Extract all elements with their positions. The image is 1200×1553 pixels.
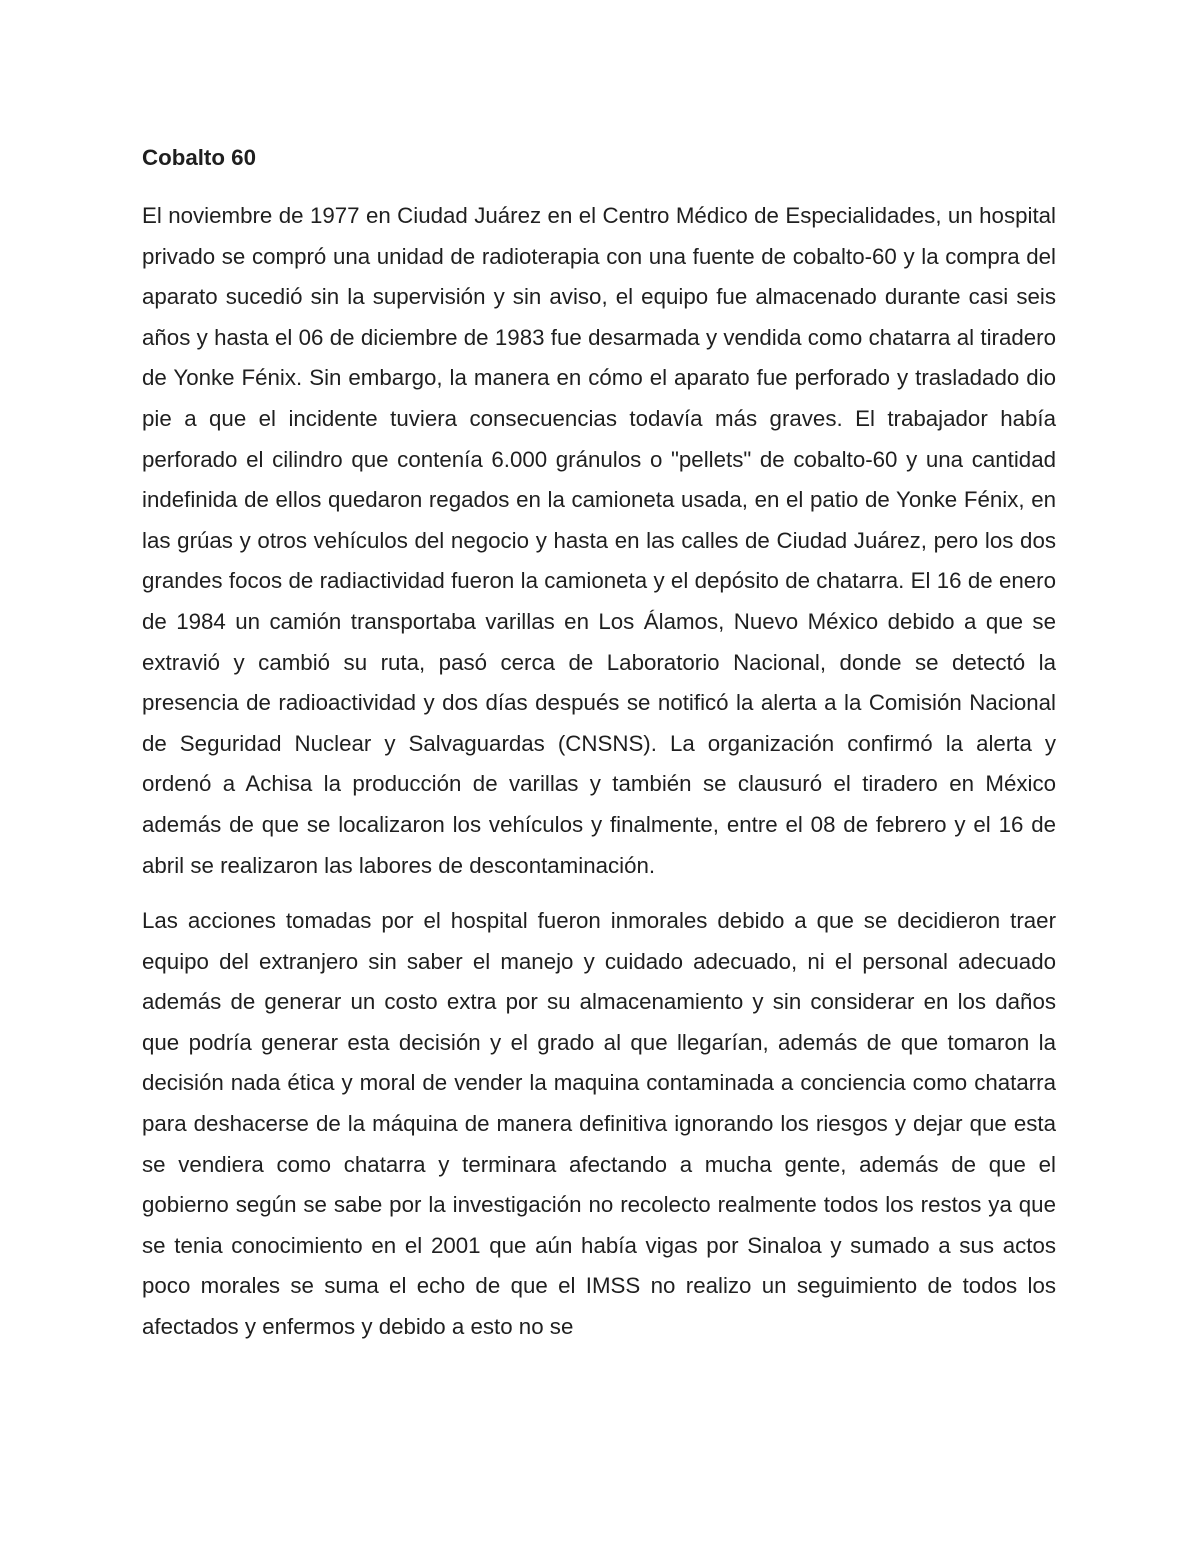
document-body xyxy=(142,140,1056,1348)
document-title: Cobalto 60 xyxy=(142,145,256,170)
paragraph-1: El noviembre de 1977 en Ciudad Juárez en el Centro Médico de Especialidades, un hospital privado se compró una unidad de radioterapia con una fuente de cobalto-60 y la compra del aparato sucedió sin la supervisión y sin aviso, el equipo fue almacenado durante casi seis años y hasta el 06 de diciembre de 1983 fue desarmada y vendida como chatarra al tiradero de Yonke Fénix. Sin embargo, la manera en cómo el aparato fue perforado y trasladado dio pie a que el incidente tuviera consecuencias todavía más graves. El trabajador había perforado el cilindro que contenía 6.000 gránulos o "pellets" de cobalto-60 y una cantidad indefinida de ellos quedaron regados en la camioneta usada, en el patio de Yonke Fénix, en las grúas y otros vehículos del negocio y hasta en las calles de Ciudad Juárez, pero los dos grandes focos de radiactividad fueron la camioneta y el depósito de chatarra. El 16 de enero de 1984 un camión transportaba varillas en Los Álamos, Nuevo México debido a que se extravió y cambió su ruta, pasó cerca de Laboratorio Nacional, donde se detectó la presencia de radioactividad y dos días después se notificó la alerta a la Comisión Nacional de Seguridad Nuclear y Salvaguardas (CNSNS). La organización confirmó la alerta y ordenó a Achisa la producción de varillas y también se clausuró el tiradero en México además de que se localizaron los vehículos y finalmente, entre el 08 de febrero y el 16 de abril se realizaron las labores de descontaminación. xyxy=(142,203,1056,878)
paragraph-2: Las acciones tomadas por el hospital fueron inmorales debido a que se decidieron traer equipo del extranjero sin saber el manejo y cuidado adecuado, ni el personal adecuado además de generar un costo extra por su almacenamiento y sin considerar en los daños que podría generar esta decisión y el grado al que llegarían, además de que tomaron la decisión nada ética y moral de vender la maquina contaminada a conciencia como chatarra para deshacerse de la máquina de manera definitiva ignorando los riesgos y dejar que esta se vendiera como chatarra y terminara afectando a mucha gente, además de que el gobierno según se sabe por la investigación no recolecto realmente todos los restos ya que se tenia conocimiento en el 2001 que aún había vigas por Sinaloa y sumado a sus actos poco morales se suma el echo de que el IMSS no realizo un seguimiento de todos los afectados y enfermos y debido a esto no se xyxy=(142,908,1056,1340)
